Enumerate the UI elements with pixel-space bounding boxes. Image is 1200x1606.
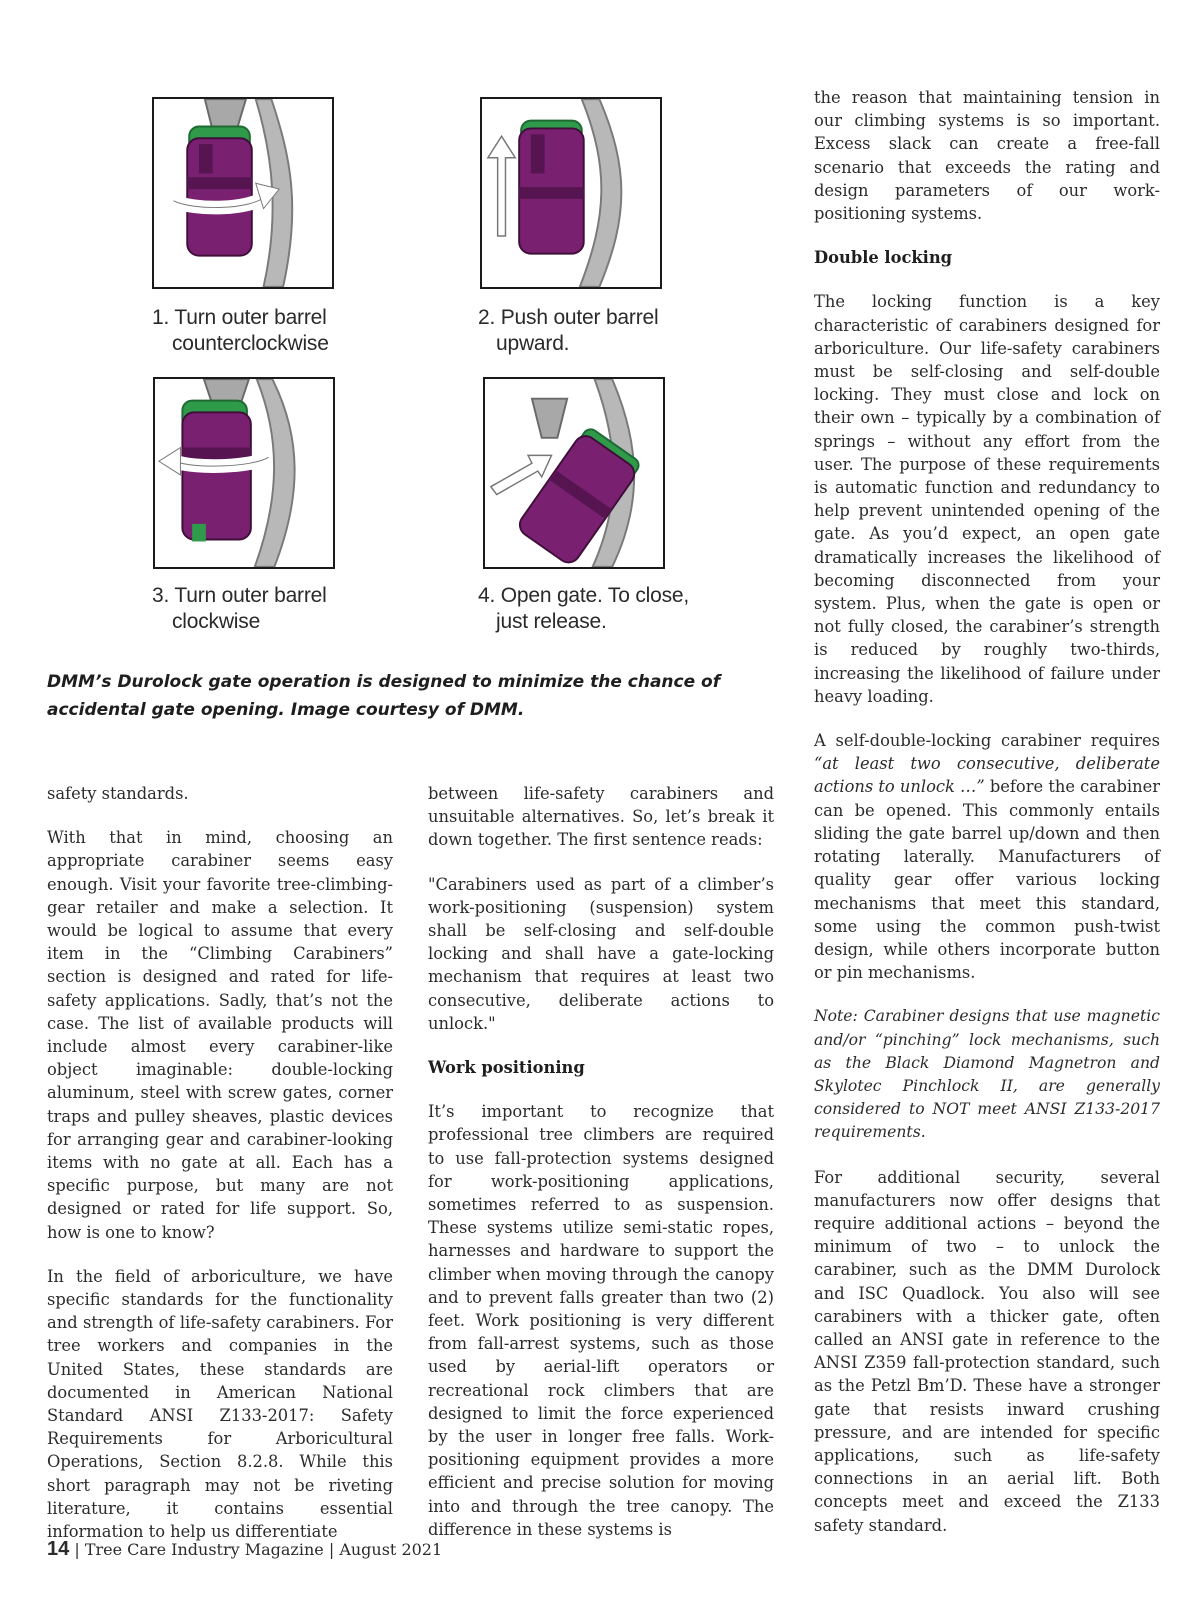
figure-step-3-image <box>153 377 335 569</box>
up-arrow-icon <box>488 136 515 236</box>
figure-caption: DMM’s Durolock gate operation is designed to minimize the chance of accidental gate opening. Image courtesy of DMM. <box>47 672 721 720</box>
figure-step-2-image <box>480 97 662 289</box>
figure-step-4-label: 4. Open gate. To close, just release. <box>478 584 689 633</box>
section-heading-work-positioning: Work positioning <box>428 1058 585 1078</box>
page-footer <box>47 1538 442 1561</box>
paragraph: It’s important to recognize that professional tree climbers are required to use fall-protection systems designed for work-positioning applications, sometimes referred to as suspension. These systems utilize semi-static ropes, harnesses and hardware to support the climber when moving through the canopy and to prevent falls greater than two (2) feet. Work positioning is very different from fall-arrest systems, such as those used by aerial-lift operators or recreational rock climbers that are designed to limit the force experienced by the user in longer free falls. Work-positioning equipment provides a more efficient and precise solution for moving into and through the tree canopy. The difference in these systems is <box>428 1102 774 1539</box>
section-heading-double-locking: Double locking <box>814 248 953 268</box>
footer-separator: | <box>69 1540 85 1559</box>
article-column-1 <box>47 782 393 1564</box>
paragraph: between life-safety carabiners and unsuitable alternatives. So, let’s break it down together. The first sentence reads: <box>428 784 774 850</box>
article-column-2 <box>428 782 774 1562</box>
standard-quote: “at least two consecutive, deliberate actions to unlock …” <box>814 754 1160 797</box>
figure-step-4-image <box>483 377 665 569</box>
figure-step-1-image <box>152 97 334 289</box>
magazine-title: Tree Care Industry Magazine <box>84 1540 324 1559</box>
article-column-3 <box>814 86 1160 1558</box>
issue-date: August 2021 <box>339 1540 443 1559</box>
page-number: 14 <box>47 1538 70 1560</box>
paragraph: In the field of arboriculture, we have specific standards for the functionality and strength of life-safety carabiners. For tree workers and companies in the United States, these standards are documented in American National Standard ANSI Z133-2017: Safety Requirements for Arboricultural Operations, Section 8.2.8. While this short paragraph may not be riveting literature, it contains essential information to help us differentiate <box>47 1266 393 1542</box>
paragraph: With that in mind, choosing an appropriate carabiner seems easy enough. Visit your favorite tree-climbing-gear retailer and make a selection. It would be logical to assume that every item in the “Climbing Carabiners” section is designed and rated for life-safety applications. Sadly, that’s not the case. The list of available products will include almost every carabiner-like object imaginable: double-locking aluminum, steel with screw gates, corner traps and pulley sheaves, plastic devices for arranging gear and carabiner-looking items with no gate at all. Each has a specific purpose, but many are not designed or rated for life support. So, how is one to know? <box>47 828 393 1242</box>
figure-step-3-label: 3. Turn outer barrel clockwise <box>152 584 327 633</box>
paragraph: For additional security, several manufacturers now offer designs that require additional actions – beyond the minimum of two – to unlock the carabiner, such as the DMM Durolock and ISC Quadlock. You also will see carabiners with a thicker gate, often called an ANSI gate in reference to the ANSI Z359 fall-protection standard, such as the Petzl Bm’D. These have a stronger gate that resists inward crushing pressure, and are intended for specific applications, such as life-safety connections in an aerial lift. Both concepts meet and exceed the Z133 safety standard. <box>814 1167 1160 1535</box>
paragraph: the reason that maintaining tension in our climbing systems is so important. Excess slack can create a free-fall scenario that exceeds the rating and design parameters of our work-positioning systems. <box>814 88 1160 224</box>
note-paragraph: Note: Carabiner designs that use magnetic and/or “pinching” lock mechanisms, such as the Black Diamond Magnetron and Skylotec Pinchlock II, are generally considered to NOT meet ANSI Z133-2017 requirements. <box>814 1007 1160 1142</box>
figure-step-1-label: 1. Turn outer barrel counterclockwise <box>152 306 329 355</box>
footer-separator: | <box>323 1540 340 1559</box>
paragraph <box>814 729 1160 984</box>
figure-step-2-label: 2. Push outer barrel upward. <box>478 306 659 355</box>
quote-paragraph: "Carabiners used as part of a climber’s work-positioning (suspension) system shall be self-closing and self-double locking and shall have a gate-locking mechanism that requires at least two consecutive, deliberate actions to unlock." <box>428 874 774 1033</box>
paragraph-text: before the carabiner can be opened. This commonly entails sliding the gate barrel up/down and then rotating laterally. Manufacturers of quality gear offer various locking mechanisms that meet this standard, some using the common push-twist design, while others incorporate button or pin mechanisms. <box>814 777 1161 983</box>
paragraph: The locking function is a key characteristic of carabiners designed for arboriculture. Our life-safety carabiners must be self-closing and self-double locking. They must close and lock on their own – typically by a combination of springs – without any effort from the user. The purpose of these requirements is automatic function and redundancy to help prevent unintended opening of the gate. As you’d expect, an open gate dramatically increases the likelihood of becoming disconnected from your system. Plus, when the gate is open or not fully closed, the carabiner’s strength is reduced by roughly two-thirds, increasing the likelihood of failure under heavy loading. <box>814 292 1160 706</box>
paragraph-text: A self-double-locking carabiner requires <box>814 731 1160 751</box>
paragraph: safety standards. <box>47 784 189 803</box>
